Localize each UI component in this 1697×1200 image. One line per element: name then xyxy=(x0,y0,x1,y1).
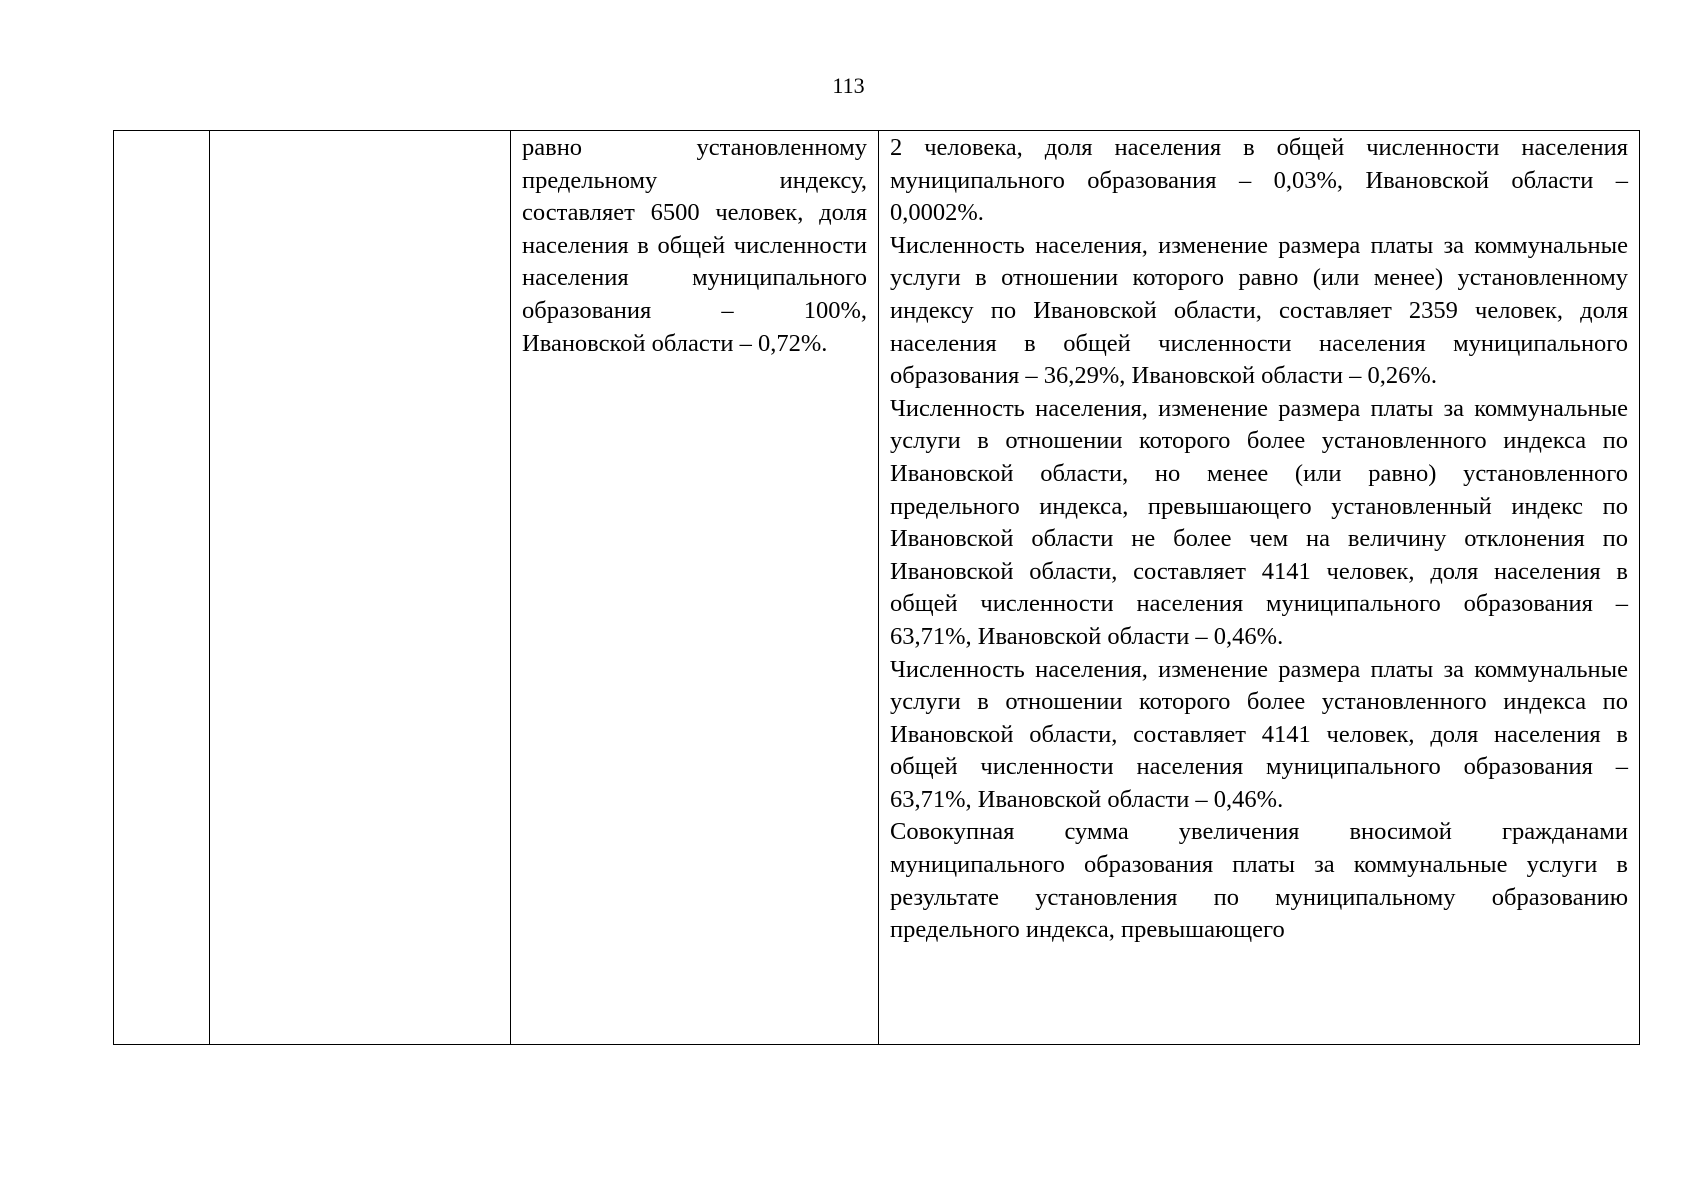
document-table xyxy=(113,130,1640,1045)
page-number: 113 xyxy=(832,73,865,98)
paragraph: Численность населения, изменение размера платы за коммунальные услуги в отношении которого более установленного индекса по Ивановской области, но менее (или равно) установленного предельного индекса, превышающего установленный индекс по Ивановской области не более чем на величину отклонения по Ивановской области, составляет 4141 человек, доля населения в общей численности населения муниципального образования – 63,71%, Ивановской области – 0,46%. xyxy=(890,394,1628,650)
paragraph: Численность населения, изменение размера платы за коммунальные услуги в отношении которого более установленного индекса по Ивановской области, составляет 4141 человек, доля населения в общей численности населения муниципального образования – 63,71%, Ивановской области – 0,46%. xyxy=(890,655,1628,813)
table-cell-population-details xyxy=(879,131,1640,1045)
table-row xyxy=(114,131,1640,1045)
table-cell-number xyxy=(114,131,210,1045)
paragraph: 2 человека, доля населения в общей численности населения муниципального образования – 0,03%, Ивановской области – 0,0002%. xyxy=(890,134,1628,227)
table-cell-index-description: равно установленному предельному индексу, составляет 6500 человек, доля населения в общей численности населения муниципального образования – 100%, Ивановской области – 0,72%. xyxy=(511,131,879,1045)
table-cell-name xyxy=(210,131,511,1045)
paragraph: Совокупная сумма увеличения вносимой гражданами муниципального образования платы за коммунальные услуги в результате установления по муниципальному образованию предельного индекса, превышающего xyxy=(890,818,1628,944)
paragraph: Численность населения, изменение размера платы за коммунальные услуги в отношении которого равно (или менее) установленному индексу по Ивановской области, составляет 2359 человек, доля населения в общей численности населения муниципального образования – 36,29%, Ивановской области – 0,26%. xyxy=(890,231,1628,390)
